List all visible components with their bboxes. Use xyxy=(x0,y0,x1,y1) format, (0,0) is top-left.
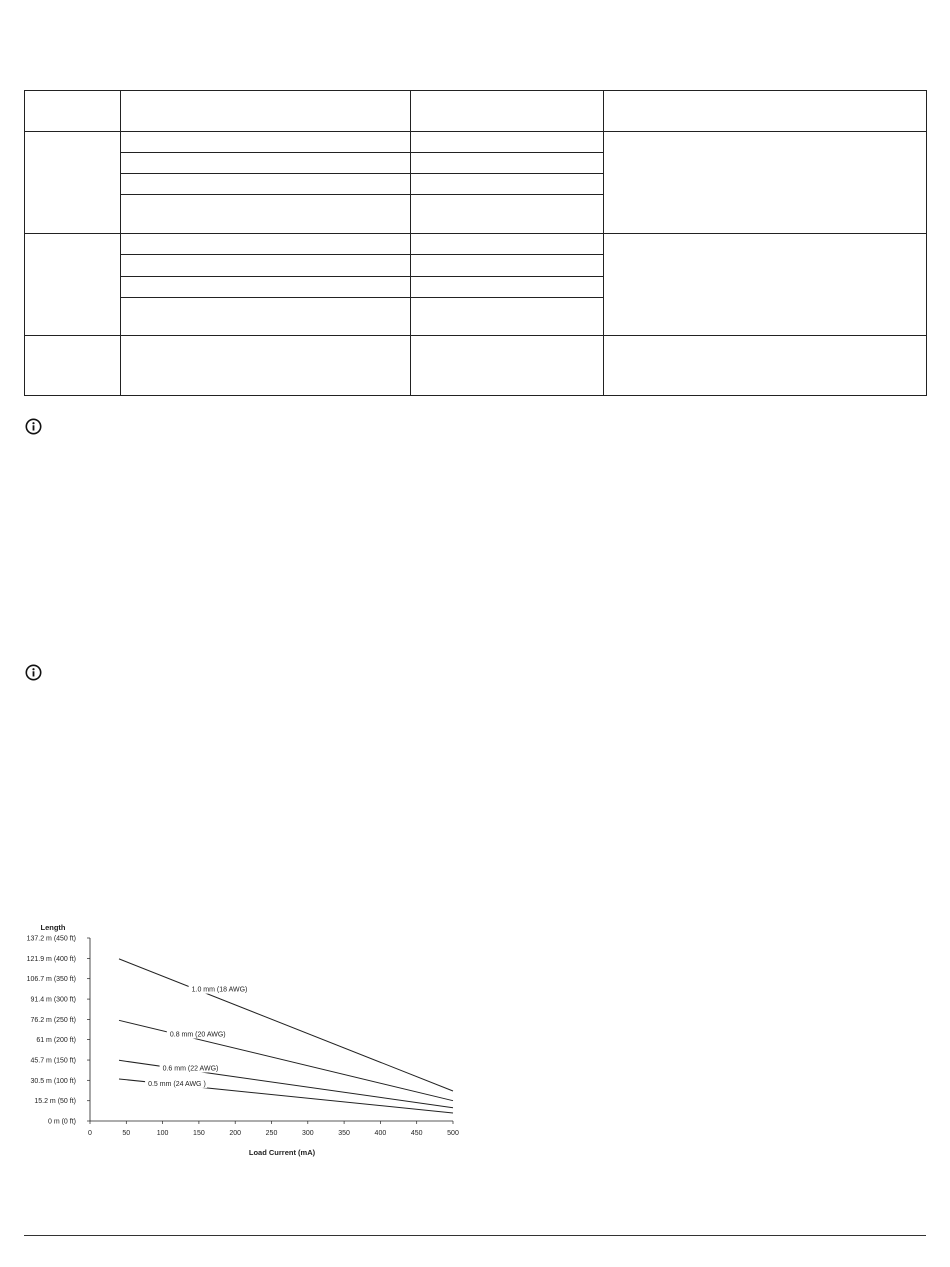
table-cell xyxy=(411,174,604,195)
wire-length-chart xyxy=(14,918,474,1168)
x-tick-label: 150 xyxy=(193,1130,205,1137)
table-cell xyxy=(121,297,411,335)
y-tick-label: 106.7 m (350 ft) xyxy=(26,976,76,984)
y-tick-label: 15.2 m (50 ft) xyxy=(34,1098,76,1106)
table-cell xyxy=(121,335,411,395)
table-cell xyxy=(411,335,604,395)
y-tick-label: 61 m (200 ft) xyxy=(36,1037,76,1045)
chart-x-axis-label: Load Current (mA) xyxy=(248,1148,316,1157)
table-header-cell xyxy=(25,91,121,132)
y-tick-label: 137.2 m (450 ft) xyxy=(26,935,76,943)
series-label: 0.6 mm (22 AWG) xyxy=(162,1065,219,1073)
footer-rule xyxy=(24,1235,926,1236)
table-cell xyxy=(121,255,411,276)
series-label: 0.5 mm (24 AWG ) xyxy=(148,1080,206,1088)
table-cell xyxy=(121,132,411,153)
x-tick-label: 300 xyxy=(301,1130,314,1137)
table-cell xyxy=(25,234,121,335)
table-row xyxy=(25,132,927,153)
table-cell xyxy=(121,174,411,195)
x-tick-label: 350 xyxy=(338,1130,350,1137)
spec-table xyxy=(24,90,927,396)
table-cell xyxy=(25,132,121,234)
table-cell xyxy=(121,153,411,174)
chart-canvas xyxy=(14,918,474,1168)
table-cell xyxy=(411,255,604,276)
table-header-cell xyxy=(411,91,604,132)
table-cell xyxy=(411,195,604,234)
x-tick-label: 250 xyxy=(265,1130,278,1137)
y-tick-label: 0 m (0 ft) xyxy=(47,1118,76,1126)
y-tick-label: 45.7 m (150 ft) xyxy=(30,1057,76,1065)
table-cell xyxy=(411,297,604,335)
table-cell xyxy=(411,276,604,297)
table-cell xyxy=(411,132,604,153)
x-tick-label: 0 xyxy=(88,1130,92,1137)
x-tick-label: 450 xyxy=(410,1130,423,1137)
table-row xyxy=(25,335,927,395)
table-cell xyxy=(121,195,411,234)
x-tick-label: 50 xyxy=(122,1130,131,1137)
y-tick-label: 91.4 m (300 ft) xyxy=(30,996,76,1004)
table-cell xyxy=(25,335,121,395)
table-cell xyxy=(604,234,927,335)
info-icon xyxy=(25,418,42,435)
table-header-cell xyxy=(604,91,927,132)
series-label: 1.0 mm (18 AWG) xyxy=(191,986,248,994)
x-tick-label: 100 xyxy=(156,1130,169,1137)
y-tick-label: 30.5 m (100 ft) xyxy=(30,1077,76,1085)
x-tick-label: 400 xyxy=(374,1130,387,1137)
table-cell xyxy=(411,234,604,255)
table-cell xyxy=(604,335,927,395)
chart-series-group xyxy=(119,959,453,1113)
x-tick-label: 200 xyxy=(229,1130,242,1137)
info-icon xyxy=(25,664,42,681)
table-cell xyxy=(604,132,927,234)
y-tick-label: 76.2 m (250 ft) xyxy=(30,1016,76,1024)
table-cell xyxy=(121,276,411,297)
x-tick-label: 500 xyxy=(447,1130,459,1137)
table-cell xyxy=(121,234,411,255)
series-label: 0.8 mm (20 AWG) xyxy=(169,1031,226,1039)
table-header-row xyxy=(25,91,927,132)
y-tick-label: 121.9 m (400 ft) xyxy=(26,955,76,963)
table-cell xyxy=(411,153,604,174)
table-header-cell xyxy=(121,91,411,132)
chart-title: Length xyxy=(40,923,66,932)
table-row xyxy=(25,234,927,255)
